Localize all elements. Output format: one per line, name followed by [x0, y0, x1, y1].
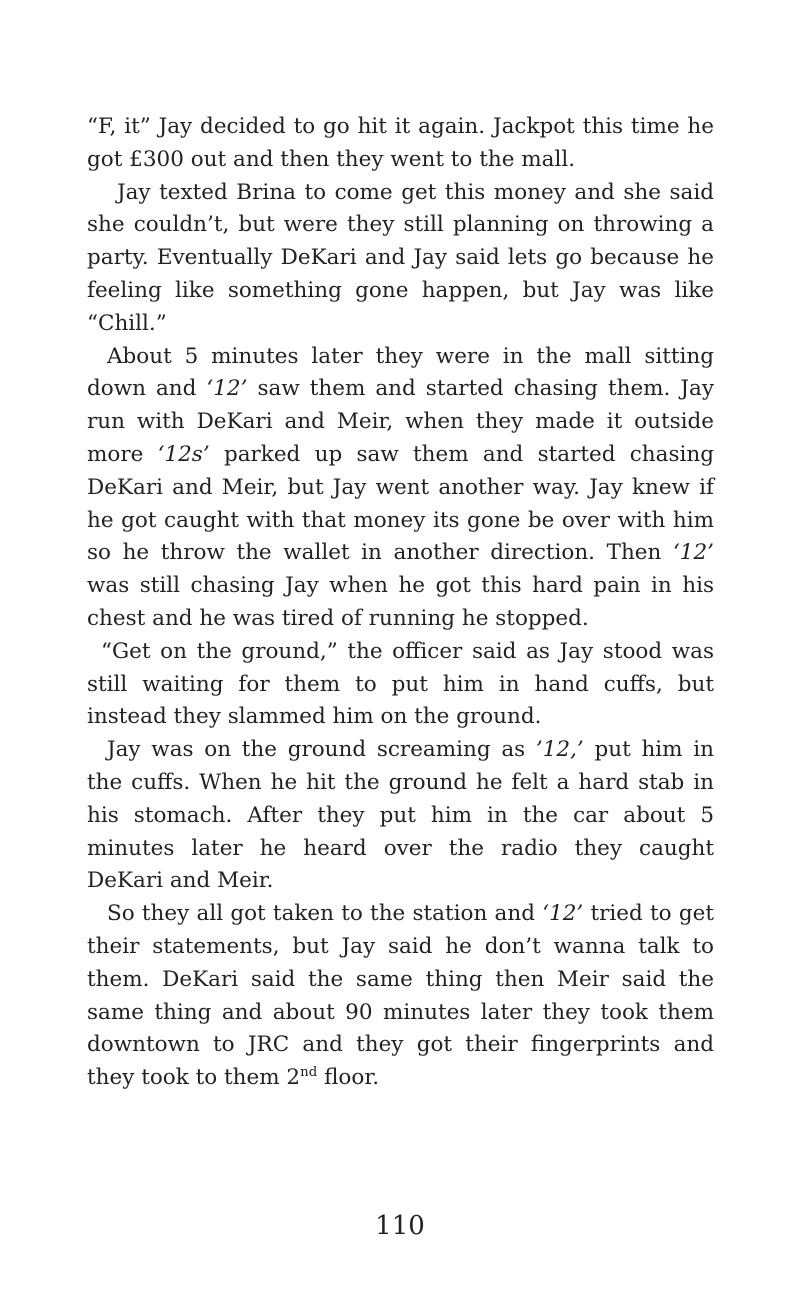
- paragraph-text: tried to get their statements, but Jay said he don’t wanna talk to them. DeKari said the same thing then Meir said the same thing and about 90 minutes later they took them downtown to JRC and they got their fingerprints and they took to them 2: [87, 901, 714, 1091]
- police-slang-term: ’12,’: [535, 737, 584, 763]
- paragraph-text: So they all got taken to the station and: [107, 901, 543, 927]
- paragraph-text: “Get on the ground,” the officer said as Jay stood was still waiting for them to put him in hand cuffs, but instead they slammed him on the ground.: [87, 638, 714, 730]
- paragraph-text: put him in the cuffs. When he hit the ground he felt a hard stab in his stomach. After they put him in the car about 5 minutes later he heard over the radio they caught DeKari and Meir.: [87, 737, 714, 894]
- police-slang-term: ‘12s’: [157, 441, 210, 467]
- police-slang-term: ‘12’: [542, 901, 584, 927]
- paragraph-text: floor.: [317, 1065, 380, 1091]
- paragraph-5: [87, 734, 714, 898]
- page-number: 110: [375, 1211, 425, 1241]
- ordinal-suffix: nd: [300, 1064, 318, 1080]
- paragraph-text: About 5 minutes later they were in the mall sitting down and: [87, 343, 714, 402]
- paragraph-text: was still chasing Jay when he got this hard pain in his chest and he was tired of running he stopped.: [87, 573, 714, 631]
- paragraph-4: [87, 636, 714, 734]
- police-slang-term: ‘12’: [206, 376, 248, 402]
- paragraph-text: parked up saw them and started chasing DeKari and Meir, but Jay went another way. Jay knew if he got caught with that money its gone be over with him so he throw the wallet in another direction. Then: [87, 441, 714, 566]
- paragraph-2: [87, 177, 714, 341]
- paragraph-3: [87, 341, 714, 636]
- paragraph-text: “F, it” Jay decided to go hit it again. Jackpot this time he got £300 out and then they went to the mall.: [87, 114, 714, 172]
- paragraph-text: Jay texted Brina to come get this money and she said she couldn’t, but were they still planning on throwing a party. Eventually DeKari and Jay said lets go because he feeling like something gone happen, but Jay was like “Chill.”: [87, 179, 714, 336]
- police-slang-term: ‘12’: [672, 540, 714, 566]
- paragraph-6: [87, 898, 714, 1095]
- paragraph-text: saw them and started chasing them. Jay run with DeKari and Meir, when they made it outside more: [87, 376, 714, 467]
- book-page-body: [87, 111, 714, 1095]
- paragraph-1: [87, 111, 714, 177]
- paragraph-text: Jay was on the ground screaming as: [107, 737, 536, 763]
